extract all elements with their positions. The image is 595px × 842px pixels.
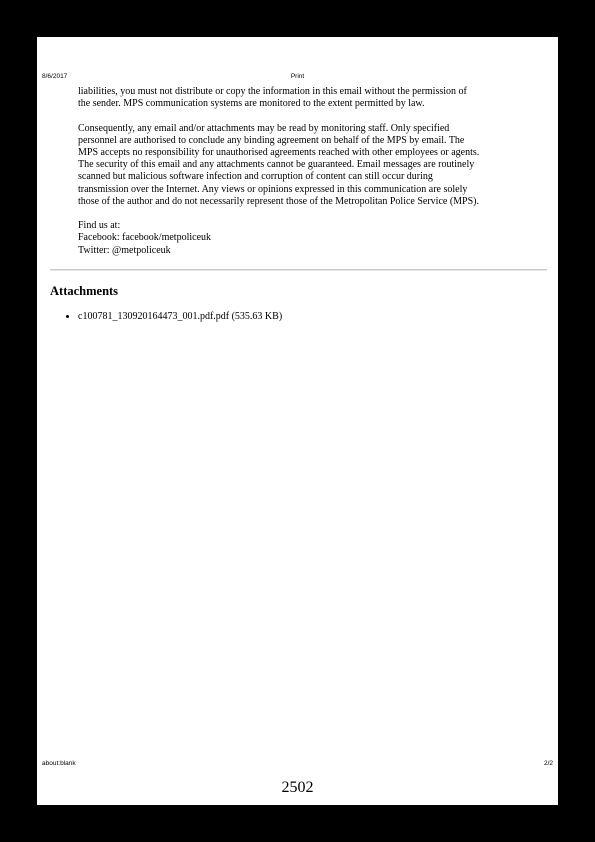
header-title: Print [290,73,305,80]
find-us-label: Find us at: [78,220,121,232]
disclaimer-line: liabilities, you must not distribute or copy the information in this email without the permission of [78,86,467,97]
disclaimer-line: the sender. MPS communication systems are monitored to the extent permitted by law. [78,98,425,110]
disclaimer-line: MPS accepts no responsibility for unauthorised agreements reached with other employees or agents. [78,147,480,158]
attachments-heading: Attachments [50,284,119,298]
footer-url: about:blank [42,760,76,767]
disclaimer-line: The security of this email and any attachments cannot be guaranteed. Email messages are routinely [78,159,475,171]
disclaimer-line: personnel are authorised to conclude any binding agreement on behalf of the MPS by email. The [78,134,465,146]
twitter-line: Twitter: @metpoliceuk [78,244,171,256]
facebook-line: Facebook: facebook/metpoliceuk [78,232,212,244]
disclaimer-line: Consequently, any email and/or attachments may be read by monitoring staff. Only specified [78,122,450,134]
page-number: 2502 [281,779,314,796]
section-divider [50,269,547,271]
header-date: 8/6/2017 [42,73,68,80]
disclaimer-line: transmission over the Internet. Any views or opinions expressed in this communication are solely [78,183,468,195]
email-disclaimer-body [78,86,528,257]
footer-page-count: 2/2 [543,760,553,767]
attachment-item[interactable]: • c100781_130920164473_001.pdf.pdf (535.63 KB) [78,310,282,324]
attachments-list [65,310,282,324]
disclaimer-line: those of the author and do not necessarily represent those of the Metropolitan Police Service (MPS). [78,195,480,207]
disclaimer-line: scanned but malicious software infection and corruption of content can still occur during [78,171,433,183]
document-page [37,37,558,805]
